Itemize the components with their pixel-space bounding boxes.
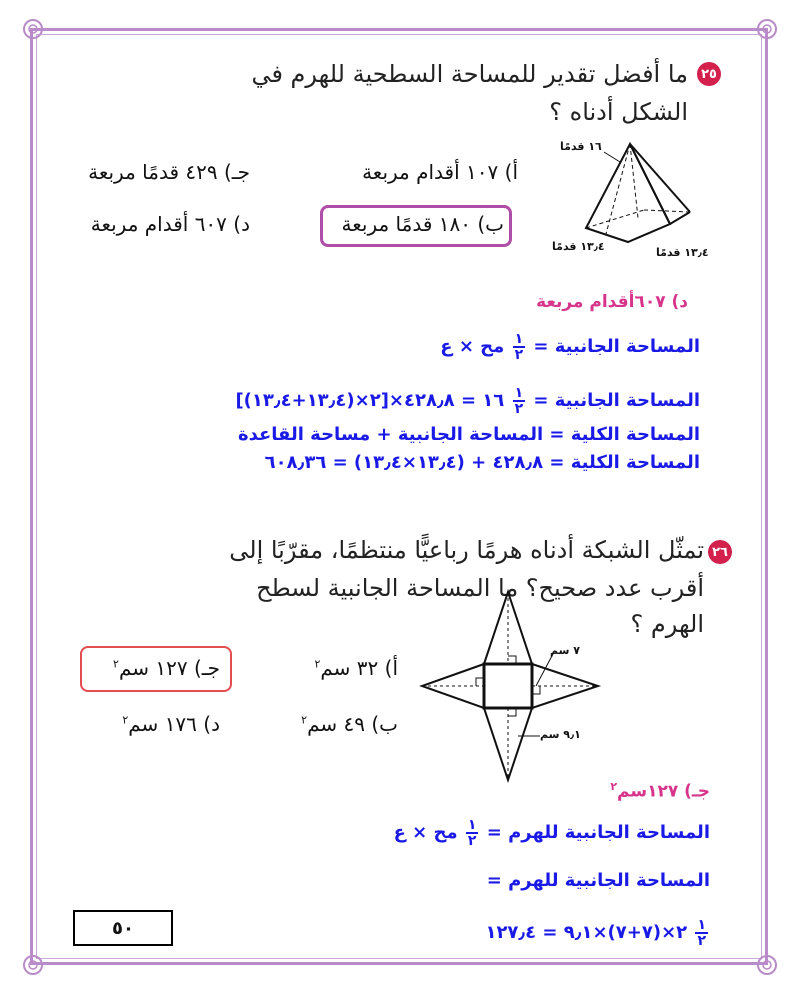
choice-d[interactable]: د) ١٧٦ سم$^٢$ (122, 712, 220, 736)
choice-b[interactable]: ب) ١٨٠ قدمًا مربعة (341, 212, 504, 236)
pyramid-base-label-left: ١٣٫٤ قدمًا (552, 240, 605, 253)
solution-line-1: المساحة الجانبية = $\frac{١}{٢}$ مح × ع (440, 331, 700, 363)
answer-label: د) ٦٠٧أقدام مربعة (536, 292, 688, 312)
choice-b[interactable]: ب) ٤٩ سم$^٢$ (301, 712, 398, 736)
choice-a[interactable]: أ) ٣٢ سم$^٢$ (314, 656, 398, 680)
net-slant-label: ٩٫١ سم (540, 728, 581, 741)
net-side-label: ٧ سم (550, 644, 580, 657)
choice-a[interactable]: أ) ١٠٧ أقدام مربعة (362, 160, 518, 184)
question-text-line2: الشكل أدناه ؟ (549, 98, 688, 126)
solution-line-2: المساحة الجانبية = $\frac{١}{٢}$ [٢×(١٣٫٤+١٣٫٤)]×١٦ = ٤٢٨٫٨ (235, 385, 700, 417)
corner-ornament-icon (22, 18, 44, 40)
corner-ornament-icon (756, 954, 778, 976)
choice-c[interactable]: جـ) ١٢٧ سم$^٢$ (113, 656, 220, 680)
choice-d[interactable]: د) ٦٠٧ أقدام مربعة (90, 212, 250, 236)
choice-c[interactable]: جـ) ٤٢٩ قدمًا مربعة (88, 160, 250, 184)
corner-ornament-icon (22, 954, 44, 976)
pyramid-height-label: ١٦ قدمًا (560, 140, 602, 153)
solution-line-1: المساحة الجانبية للهرم = $\frac{١}{٢}$ مح × ع (393, 817, 710, 849)
question-text-line3: الهرم ؟ (630, 610, 704, 638)
pyramid-base-label-right: ١٣٫٤ قدمًا (656, 246, 709, 259)
solution-line-3: ٢×(٧+٧)×٩٫١ = ١٢٧٫٤ $\frac{١}{٢}$ (485, 917, 706, 949)
question-text-line1: ما أفضل تقدير للمساحة السطحية للهرم في (251, 60, 688, 88)
solution-line-4: المساحة الكلية = ٤٢٨٫٨ + (١٣٫٤×١٣٫٤) = ٦٠٨٫٣٦ (264, 452, 700, 473)
solution-line-3: المساحة الكلية = المساحة الجانبية + مساحة القاعدة (237, 424, 700, 445)
page-number: ٥٠ (73, 910, 173, 946)
corner-ornament-icon (756, 18, 778, 40)
pyramid-net-figure (418, 586, 618, 786)
question-number-badge: ٢٥ (697, 62, 721, 86)
solution-line-2: المساحة الجانبية للهرم = (486, 870, 710, 891)
question-text-line2: أقرب عدد صحيح؟ ما المساحة الجانبية لسطح (256, 574, 704, 602)
answer-label: جـ) ١٢٧سم$^٢$ (610, 780, 710, 802)
question-number-badge: ٢٦ (708, 540, 732, 564)
question-text-line1: تمثّل الشبكة أدناه هرمًا رباعيًّا منتظمًا، مقرّبًا إلى (229, 536, 704, 564)
